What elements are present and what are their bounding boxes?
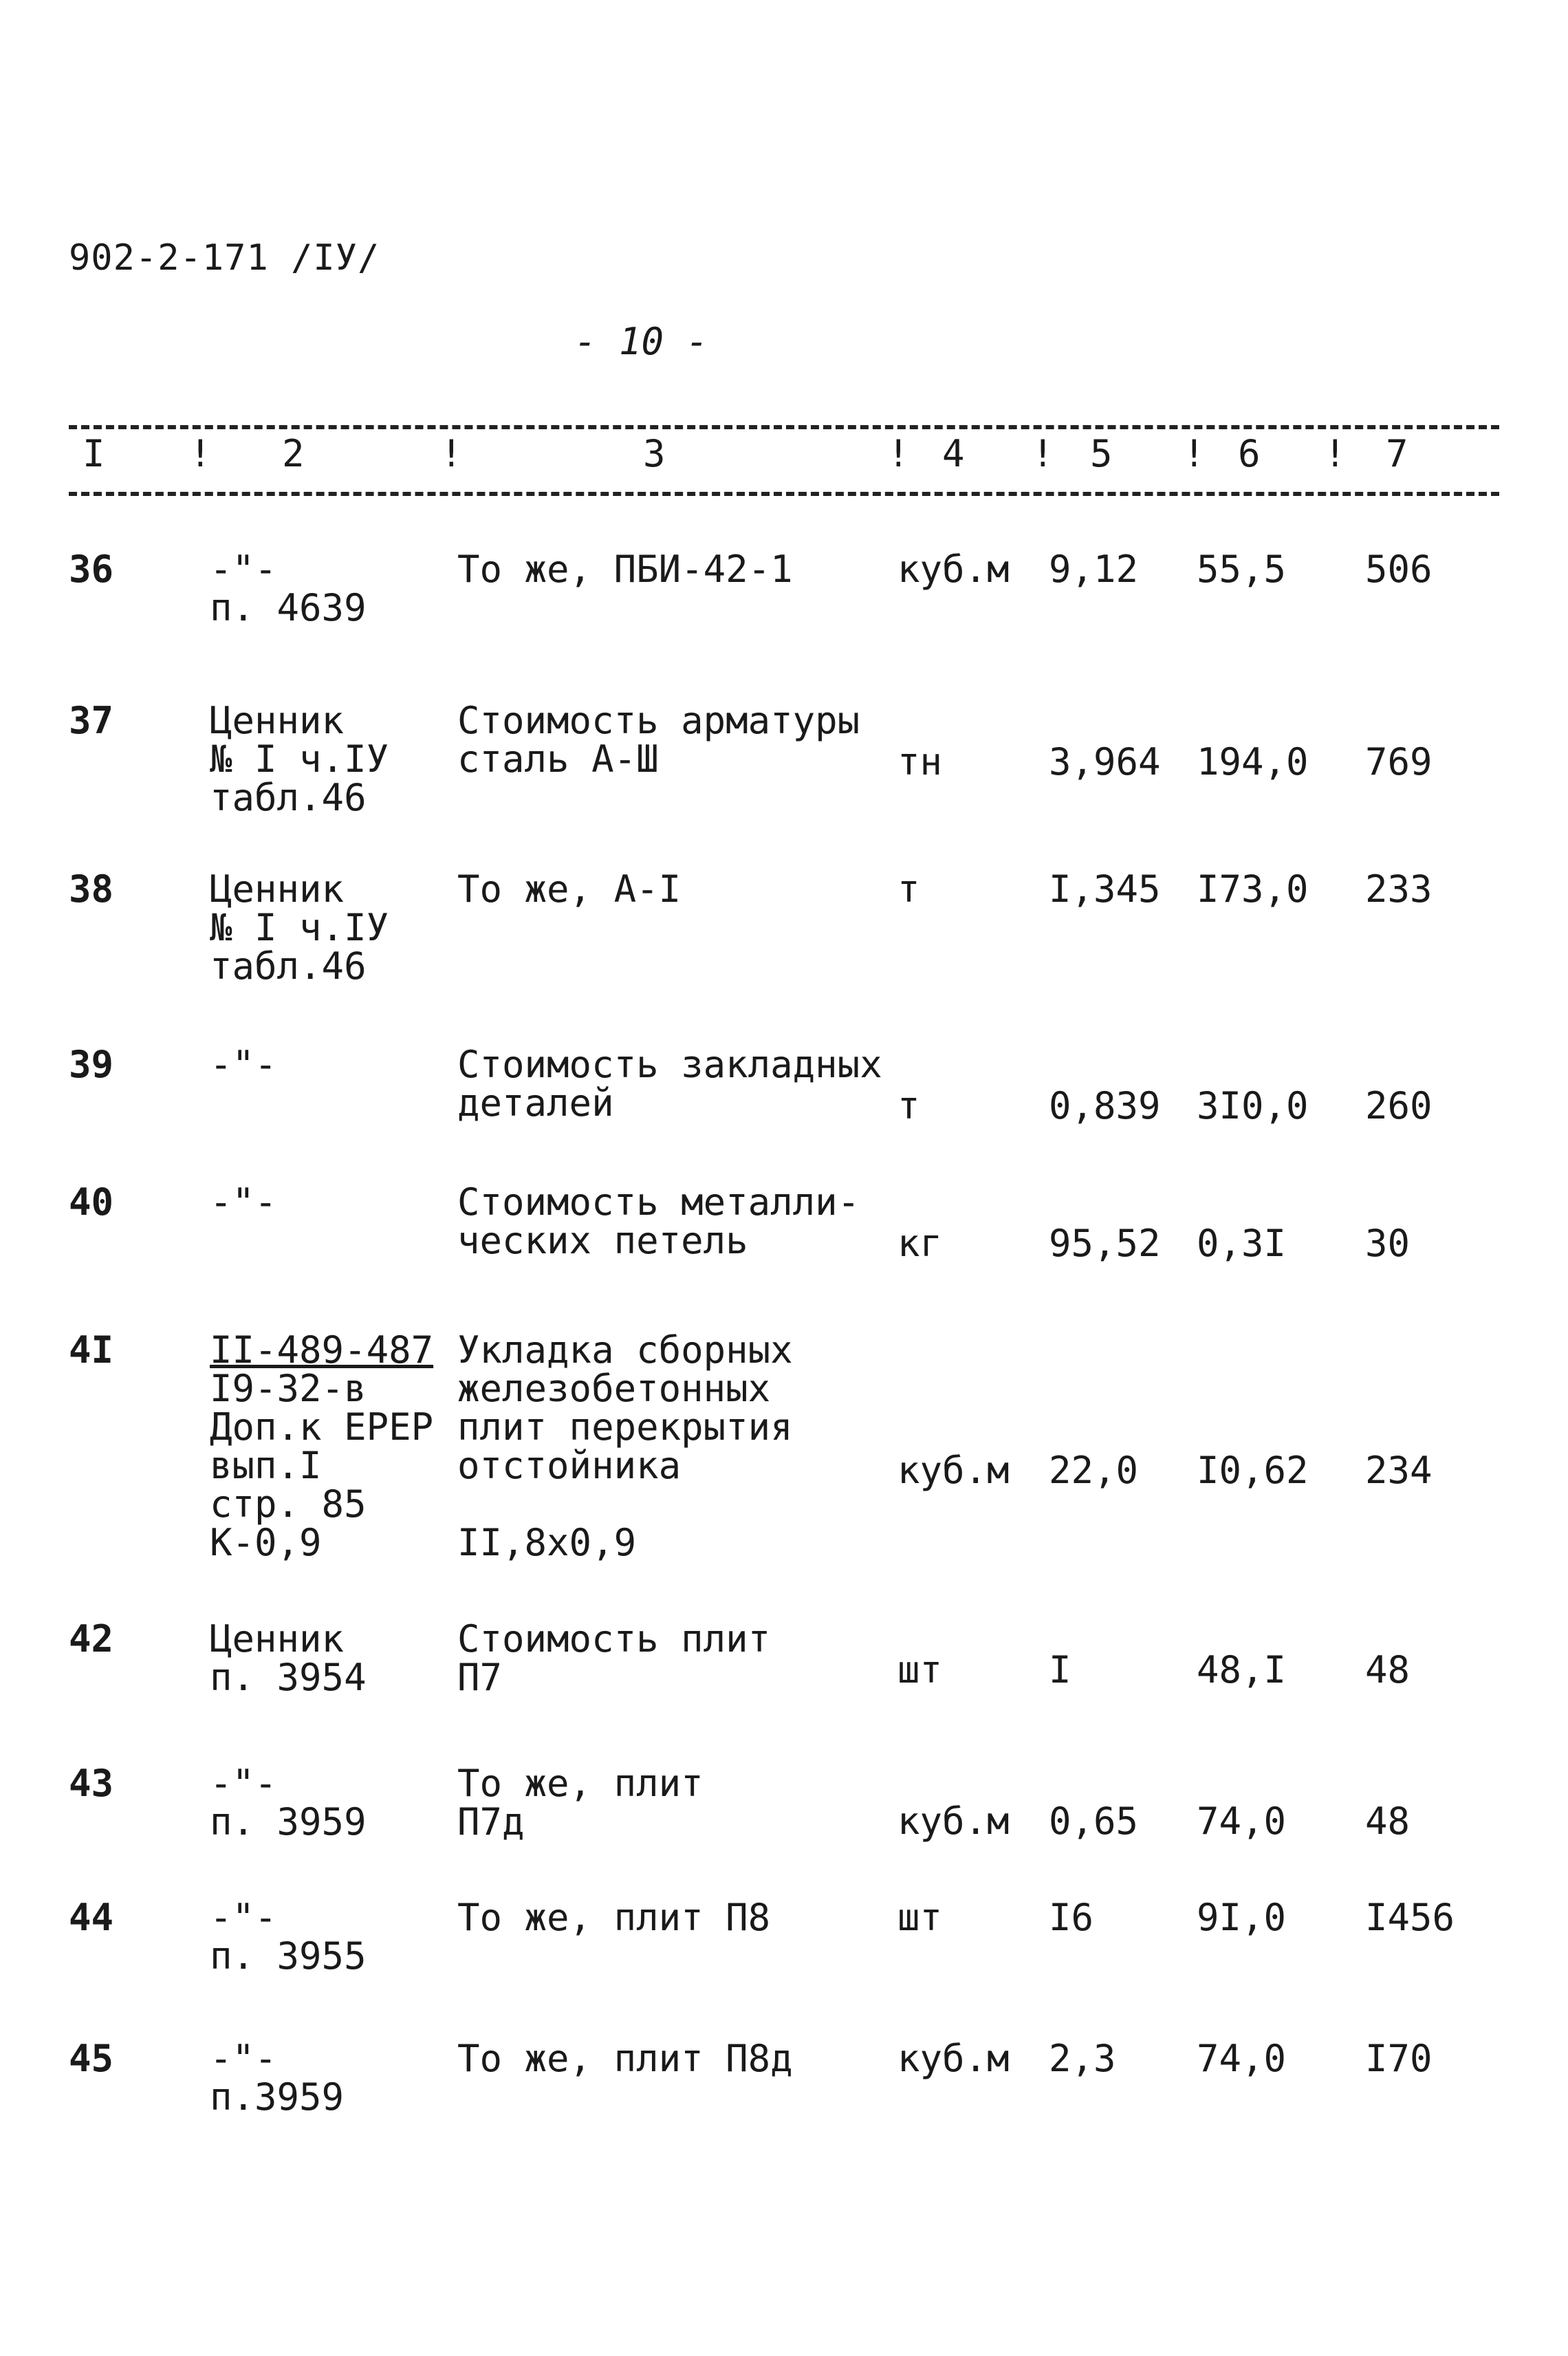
price-reference	[210, 1617, 367, 1699]
quantity: 22,0	[1049, 1449, 1139, 1492]
work-description-line: То же, плит П8	[457, 1896, 771, 1939]
unit-price: I0,62	[1197, 1449, 1309, 1492]
price-reference-line: Ценник	[210, 867, 345, 911]
unit: т	[897, 1084, 920, 1127]
quantity: I,345	[1049, 867, 1161, 911]
total-cost: I456	[1365, 1896, 1455, 1939]
work-description-line: отстойника	[457, 1444, 682, 1487]
total-cost: 506	[1365, 548, 1433, 591]
unit-price: I73,0	[1197, 867, 1309, 911]
row-number: 45	[69, 2037, 114, 2080]
document-code: 902-2-171 /IУ/	[69, 237, 380, 279]
price-reference-line: табл.46	[210, 776, 367, 819]
row-number: 40	[69, 1180, 114, 1224]
price-reference	[210, 1762, 367, 1844]
total-cost: 30	[1365, 1222, 1411, 1265]
work-description	[457, 1896, 771, 1939]
unit-price: 0,3I	[1197, 1222, 1287, 1265]
work-description-line: Стоимость плит	[457, 1617, 771, 1661]
quantity: 3,964	[1049, 740, 1161, 783]
unit: куб.м	[897, 548, 1010, 591]
price-reference	[210, 1896, 367, 1978]
price-reference	[210, 1043, 277, 1086]
work-description-line: П7	[457, 1656, 503, 1699]
unit-price: 55,5	[1197, 548, 1287, 591]
unit-price: 74,0	[1197, 1800, 1287, 1843]
price-reference	[210, 699, 389, 819]
price-reference-line: п.3959	[210, 2075, 345, 2119]
price-reference-line: Ценник	[210, 1617, 345, 1661]
row-number: 44	[69, 1896, 114, 1939]
header-col-7: 7	[1386, 432, 1408, 475]
work-description	[457, 550, 793, 589]
price-reference-line: II-489-487	[210, 1328, 434, 1372]
unit: куб.м	[897, 2037, 1010, 2080]
work-description	[457, 1617, 771, 1699]
unit: кг	[897, 1222, 943, 1265]
header-col-3: 3	[643, 432, 666, 475]
unit: т	[897, 867, 920, 911]
quantity: I6	[1049, 1896, 1094, 1939]
header-separator: !	[1324, 432, 1347, 475]
quantity: 0,839	[1049, 1084, 1161, 1127]
price-reference-line: п. 3959	[210, 1800, 367, 1844]
price-reference-line: № I ч.IУ	[210, 906, 389, 949]
price-reference	[210, 1180, 277, 1224]
price-reference-line: -"-	[210, 548, 277, 591]
unit-price: 3I0,0	[1197, 1084, 1309, 1127]
header-separator: !	[887, 432, 910, 475]
quantity: 9,12	[1049, 548, 1139, 591]
work-description-line: Стоимость металли-	[457, 1180, 860, 1224]
work-description-line: Стоимость арматуры	[457, 699, 860, 742]
work-description-line: деталей	[457, 1081, 614, 1125]
price-reference-line: № I ч.IУ	[210, 737, 389, 781]
quantity: 95,52	[1049, 1222, 1161, 1265]
work-description-line: То же, ПБИ-42-1	[457, 548, 793, 591]
work-description-line: ческих петель	[457, 1219, 748, 1262]
work-description	[457, 867, 682, 911]
total-cost: 48	[1365, 1800, 1411, 1843]
total-cost: 260	[1365, 1084, 1433, 1127]
work-description-line	[457, 1485, 793, 1524]
price-reference-line: вып.I	[210, 1444, 322, 1487]
header-col-6: 6	[1238, 432, 1261, 475]
total-cost: 234	[1365, 1449, 1433, 1492]
work-description-line: То же, плит	[457, 1762, 704, 1805]
price-reference-line: п. 3954	[210, 1656, 367, 1699]
work-description	[457, 699, 860, 781]
price-reference-line: стр. 85	[210, 1482, 367, 1526]
page-number: - 10 -	[574, 320, 709, 363]
header-col-4: 4	[942, 432, 965, 475]
row-number: 39	[69, 1043, 114, 1086]
price-reference-line: -"-	[210, 1762, 277, 1805]
price-reference-line: -"-	[210, 1043, 277, 1086]
total-cost: 769	[1365, 740, 1433, 783]
price-reference-line: К-0,9	[210, 1521, 322, 1564]
row-number: 38	[69, 867, 114, 911]
header-rule-top	[69, 425, 1499, 429]
total-cost: 233	[1365, 867, 1433, 911]
work-description	[457, 1328, 793, 1564]
work-description	[457, 1043, 882, 1125]
unit-price: 9I,0	[1197, 1896, 1287, 1939]
price-reference-line: -"-	[210, 2037, 277, 2080]
work-description-line: То же, А-I	[457, 867, 682, 911]
unit-price: 74,0	[1197, 2037, 1287, 2080]
header-separator: !	[1183, 432, 1206, 475]
quantity: I	[1049, 1648, 1071, 1692]
work-description-line: II,8х0,9	[457, 1521, 637, 1564]
total-cost: I70	[1365, 2037, 1433, 2080]
row-number: 36	[69, 548, 114, 591]
price-reference-line: Ценник	[210, 699, 345, 742]
unit-price: 48,I	[1197, 1648, 1287, 1692]
work-description-line: То же, плит П8д	[457, 2037, 793, 2080]
work-description-line: Стоимость закладных	[457, 1043, 882, 1086]
price-reference	[210, 550, 367, 627]
unit: шт	[897, 1648, 943, 1692]
row-number: 42	[69, 1617, 114, 1661]
price-reference-line: -"-	[210, 1896, 277, 1939]
unit-price: 194,0	[1197, 740, 1309, 783]
work-description-line: Укладка сборных	[457, 1328, 793, 1372]
price-reference-line: п. 3955	[210, 1934, 367, 1978]
price-reference	[210, 1328, 434, 1564]
unit: шт	[897, 1896, 943, 1939]
price-reference-line: п. 4639	[210, 586, 367, 629]
work-description	[457, 2037, 793, 2080]
quantity: 0,65	[1049, 1800, 1139, 1843]
unit: куб.м	[897, 1800, 1010, 1843]
row-number: 4I	[69, 1328, 114, 1372]
work-description	[457, 1762, 704, 1844]
unit: тн	[897, 740, 943, 783]
quantity: 2,3	[1049, 2037, 1116, 2080]
price-reference	[210, 867, 389, 988]
price-reference-line: Доп.к ЕРЕР	[210, 1405, 434, 1449]
header-col-2: 2	[282, 432, 305, 475]
work-description-line: сталь А-Ш	[457, 737, 659, 781]
work-description-line: железобетонных	[457, 1367, 771, 1410]
price-reference-line: табл.46	[210, 944, 367, 988]
work-description-line: П7д	[457, 1800, 525, 1844]
header-col-5: 5	[1090, 432, 1113, 475]
header-separator: !	[1032, 432, 1054, 475]
price-reference-line: -"-	[210, 1180, 277, 1224]
price-reference-line: I9-32-в	[210, 1367, 367, 1410]
header-col-1: I	[83, 432, 105, 475]
row-number: 37	[69, 699, 114, 742]
total-cost: 48	[1365, 1648, 1411, 1692]
header-separator: !	[440, 432, 463, 475]
header-rule-bottom	[69, 492, 1499, 496]
work-description-line: плит перекрытия	[457, 1405, 793, 1449]
price-reference	[210, 2037, 345, 2119]
row-number: 43	[69, 1762, 114, 1805]
header-separator: !	[189, 432, 212, 475]
work-description	[457, 1180, 860, 1262]
unit: куб.м	[897, 1449, 1010, 1492]
